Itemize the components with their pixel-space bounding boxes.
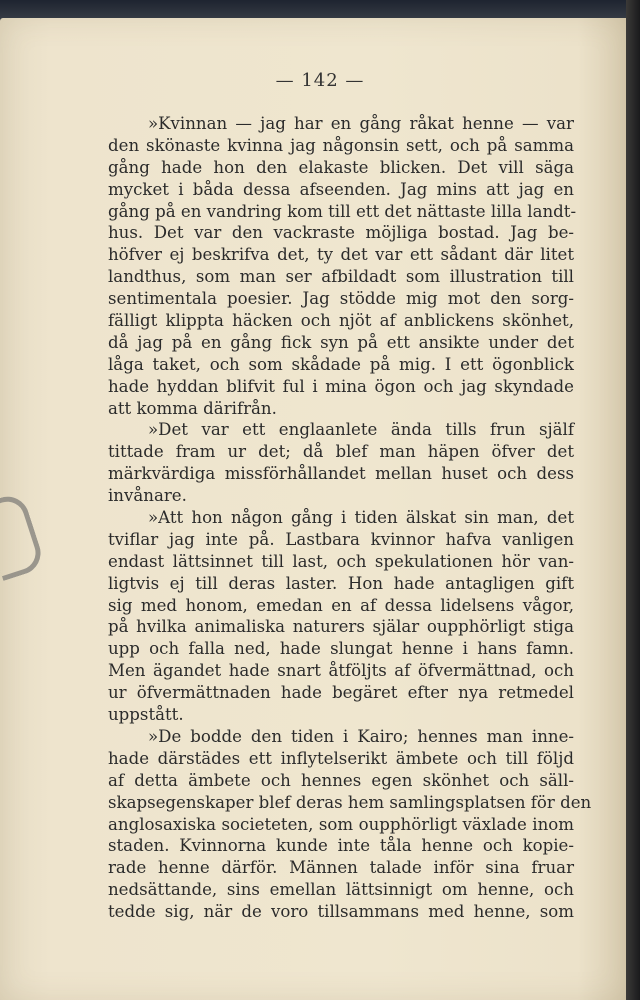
text-line: hade hyddan blifvit ful i mina ögon och jag skyndade [108, 376, 574, 396]
text-line: tittade fram ur det; då blef man häpen öfver det [108, 442, 574, 462]
text-line: nedsättande, sins emellan lättsinnigt om henne, och [108, 880, 574, 900]
text-line: staden. Kvinnorna kunde inte tåla henne och kopie- [108, 836, 574, 856]
paragraph [108, 113, 577, 419]
text-line: »De bodde den tiden i Kairo; hennes man inne- [148, 726, 574, 746]
text-line: märkvärdiga missförhållandet mellan huset och dess [108, 464, 574, 484]
text-line: tviflar jag inte på. Lastbara kvinnor hafva vanligen [108, 529, 574, 549]
text-line: tedde sig, när de voro tillsammans med henne, som [108, 902, 574, 922]
text-line: uppstått. [108, 705, 184, 725]
text-line: hus. Det var den vackraste möjliga bostad. Jag be- [108, 223, 574, 243]
text-line: då jag på en gång fick syn på ett ansikte under det [108, 332, 574, 352]
paper-clip [0, 491, 46, 581]
text-line: att komma därifrån. [108, 398, 277, 418]
text-line: »Kvinnan — jag har en gång råkat henne — var [148, 114, 574, 133]
text-line: upp och falla ned, hade slungat henne i hans famn. [108, 639, 574, 659]
book-edge-right [626, 0, 640, 1000]
paragraph [108, 507, 574, 726]
paragraph [108, 726, 592, 923]
paragraph [108, 419, 574, 507]
text-line: Men ägandet hade snart åtföljts af öfvermättnad, och [108, 661, 574, 681]
text-line: skapsegenskaper blef deras hem samlingsplatsen för den [108, 792, 592, 812]
body-text [108, 113, 592, 923]
text-line: af detta ämbete och hennes egen skönhet och säll- [108, 770, 574, 790]
text-line: ligtvis ej till deras laster. Hon hade antagligen gift [108, 573, 574, 593]
text-line: »Det var ett englaanlete ända tills frun själf [148, 420, 574, 440]
text-line: sig med honom, emedan en af dessa lidelsens vågor, [108, 595, 574, 615]
text-line: invånare. [108, 486, 187, 506]
text-line: »Att hon någon gång i tiden älskat sin man, det [148, 508, 574, 528]
page-number: — 142 — [275, 70, 365, 91]
text-line: rade henne därför. Männen talade inför sina fruar [108, 858, 574, 878]
text-line: mycket i båda dessa afseenden. Jag mins att jag en [108, 179, 574, 199]
text-line: fälligt klippta häcken och njöt af anblickens skönhet, [108, 311, 574, 331]
text-line: anglosaxiska societeten, som oupphörligt växlade inom [108, 814, 574, 834]
text-line: låga taket, och som skådade på mig. I ett ögonblick [108, 354, 574, 374]
text-line: gång hade hon den elakaste blicken. Det vill säga [108, 157, 574, 177]
text-line: ur öfvermättnaden hade begäret efter nya retmedel [108, 683, 574, 703]
text-line: landthus, som man ser afbildadt som illustration till [108, 267, 574, 287]
text-line: på hvilka animaliska naturers själar oupphörligt stiga [108, 617, 574, 637]
text-line: gång på en vandring kom till ett det nättaste lilla landt- [108, 201, 577, 221]
text-line: sentimentala poesier. Jag stödde mig mot den sorg- [108, 289, 574, 309]
text-line: höfver ej beskrifva det, ty det var ett sådant där litet [108, 245, 574, 265]
text-line: hade därstädes ett inflytelserikt ämbete och till följd [108, 748, 574, 768]
text-line: den skönaste kvinna jag någonsin sett, och på samma [108, 135, 574, 155]
text-line: endast lättsinnet till last, och spekulationen hör van- [108, 551, 574, 571]
